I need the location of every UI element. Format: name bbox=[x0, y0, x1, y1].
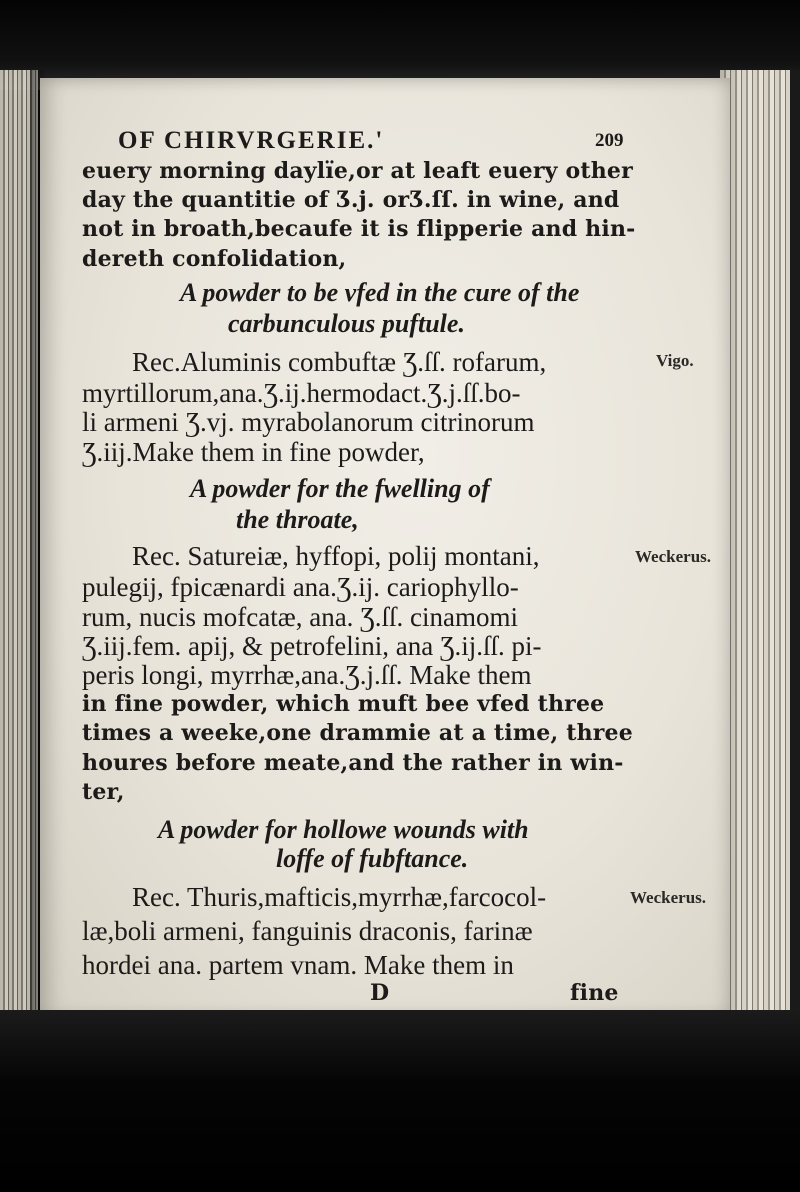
text-line: Rec. Satureiæ, hyffopi, polij montani, bbox=[132, 541, 540, 572]
section-heading: A powder for the fwelling of bbox=[190, 474, 490, 504]
section-heading: carbunculous puftule. bbox=[228, 309, 465, 339]
text-line: læ,boli armeni, fanguinis draconis, farinæ bbox=[82, 916, 533, 947]
text-line: Rec.Aluminis combuftæ Ʒ.ſſ. rofarum, bbox=[132, 347, 547, 378]
text-line: day the quantitie of Ʒ.j. orƷ.ſſ. in wine, and bbox=[82, 187, 620, 214]
scan-background-top bbox=[0, 0, 800, 90]
page-text bbox=[40, 78, 730, 1018]
text-line: Rec. Thuris,mafticis,myrrhæ,farcocol- bbox=[132, 882, 547, 913]
running-title: OF CHIRVRGERIE.' bbox=[118, 126, 385, 154]
text-line: Ʒ.iij.Make them in fine powder, bbox=[82, 436, 425, 467]
margin-note-weckerus: Weckerus. bbox=[630, 888, 707, 908]
text-line: euery morning daylïe,or at leaft euery other bbox=[82, 157, 633, 184]
section-heading: the throate, bbox=[236, 505, 359, 535]
signature-mark: D bbox=[370, 980, 390, 1007]
scan-background-bottom bbox=[0, 1010, 800, 1192]
text-line: ter, bbox=[82, 778, 125, 805]
text-line: dereth confolidation, bbox=[82, 245, 347, 272]
text-line: myrtillorum,ana.Ʒ.ij.hermodact.Ʒ.j.ſſ.bo- bbox=[82, 378, 521, 409]
text-line: peris longi, myrrhæ,ana.Ʒ.j.ſſ. Make them bbox=[82, 660, 532, 691]
section-heading: loffe of fubftance. bbox=[276, 844, 469, 874]
text-line: rum, nucis mofcatæ, ana. Ʒ.ſſ. cinamomi bbox=[82, 601, 518, 632]
text-line: pulegij, fpicænardi ana.Ʒ.ij. cariophyllo- bbox=[82, 572, 519, 603]
right-page-edges bbox=[720, 70, 800, 1030]
section-heading: A powder for hollowe wounds with bbox=[158, 814, 529, 844]
text-line: li armeni Ʒ.vj. myrabolanorum citrinorum bbox=[82, 407, 535, 438]
margin-note-vigo: Vigo. bbox=[656, 350, 694, 370]
text-line: not in broath,becaufe it is flipperie and hin- bbox=[82, 216, 636, 243]
text-line: houres before meate,and the rather in win- bbox=[82, 749, 624, 776]
text-line: hordei ana. partem vnam. Make them in bbox=[82, 950, 514, 981]
book-page bbox=[40, 78, 730, 1018]
section-heading: A powder to be vfed in the cure of the bbox=[180, 278, 580, 308]
text-line: Ʒ.iij.fem. apij, & petrofelini, ana Ʒ.ij.ſſ. pi- bbox=[82, 630, 542, 661]
right-scan-border bbox=[790, 70, 800, 1030]
text-line: times a weeke,one drammie at a time, three bbox=[82, 720, 633, 747]
text-line: in fine powder, which muft bee vfed three bbox=[82, 691, 605, 718]
margin-note-weckerus: Weckerus. bbox=[635, 546, 712, 566]
catchword: fine bbox=[570, 980, 619, 1007]
page-number: 209 bbox=[595, 130, 624, 152]
